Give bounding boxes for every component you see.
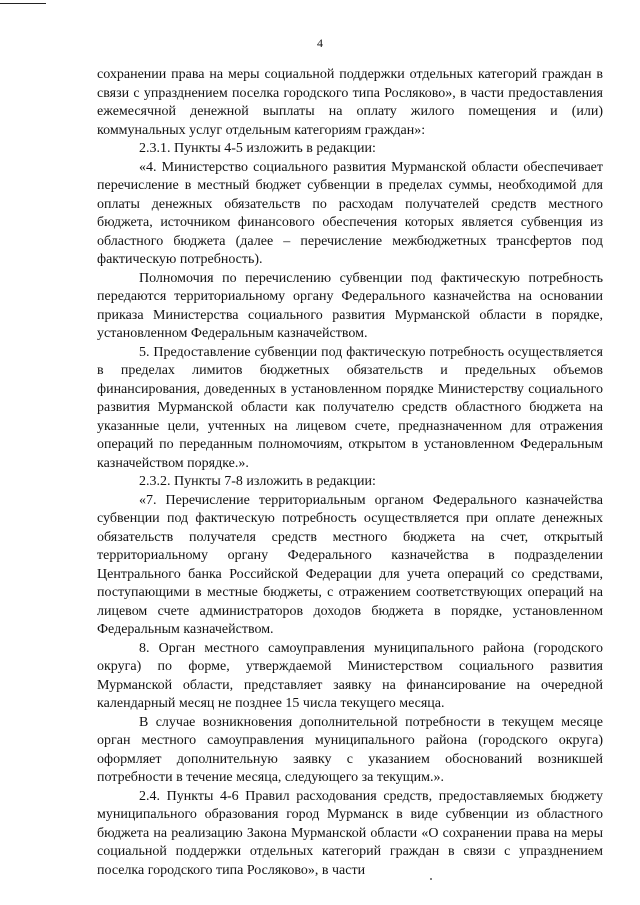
paragraph: 2.3.2. Пункты 7-8 изложить в редакции:	[139, 474, 376, 489]
paragraph: 2.4. Пункты 4-6 Правил расходования средств, предоставляемых бюджету муниципального образования город Мурманск в виде субвенции из областного бюджета на реализацию Закона Мурманской области «О сохранении права на меры социальной поддержки отдельных категорий граждан в связи с упразднением поселка городского типа Росляково», в части	[97, 788, 603, 878]
paragraph: 2.3.1. Пункты 4-5 изложить в редакции:	[139, 141, 376, 156]
paragraph: 8. Орган местного самоуправления муниципального района (городского округа) по форме, утверждаемой Министерством социального развития Мурманской области, представляет заявку на финансирование на очередной календарный месяц не позднее 15 числа текущего месяца.	[97, 640, 603, 711]
paragraph: сохранении права на меры социальной поддержки отдельных категорий граждан в связи с упразднением поселка городского типа Росляково», в части предоставления ежемесячной денежной выплаты на оплату жилого помещения и (или) коммунальных услуг отдельным категориям граждан»:	[97, 67, 603, 138]
paragraph: «7. Перечисление территориальным органом Федерального казначейства субвенции под фактическую потребность осуществляется при оплате денежных обязательств получателя средств местного бюджета на счет, открытый территориальному органу Федерального казначейства в подразделении Центрального банка Российской Федерации для учета операций со средствами, поступающими в местные бюджеты, с отражением соответствующих операций на лицевом счете администраторов доходов бюджета в порядке, установленном Федеральным казначейством.	[97, 492, 603, 637]
paragraph: Полномочия по перечислению субвенции под фактическую потребность передаются территориальному органу Федерального казначейства на основании приказа Министерства социального развития Мурманской области в порядке, установленном Федеральным казначейством.	[97, 270, 603, 341]
scan-edge-line	[0, 3, 46, 4]
paragraph: «4. Министерство социального развития Мурманской области обеспечивает перечисление в местный бюджет субвенции в пределах суммы, необходимой для оплаты денежных обязательств по расходам получателей средств местного бюджета, источником финансового обеспечения которых является субвенция из областного бюджета (далее – перечисление межбюджетных трансфертов под фактическую потребность).	[97, 159, 603, 267]
paragraph: 5. Предоставление субвенции под фактическую потребность осуществляется в пределах лимитов бюджетных обязательств и предельных объемов финансирования, доведенных в установленном порядке Министерству социального развития Мурманской области как получателю средств областного бюджета на указанные цели, учтенных на лицевом счете, предназначенном для отражения операций по переданным полномочиям, открытом в установленном Федеральным казначейством порядке.».	[97, 344, 603, 471]
page-number: 4	[317, 36, 323, 50]
paragraph: В случае возникновения дополнительной потребности в текущем месяце орган местного самоуправления муниципального района (городского округа) оформляет дополнительную заявку с указанием обоснований возникшей потребности в течение месяца, следующего за текущим.».	[97, 714, 603, 785]
scan-speck	[430, 878, 432, 880]
document-body	[97, 66, 603, 880]
